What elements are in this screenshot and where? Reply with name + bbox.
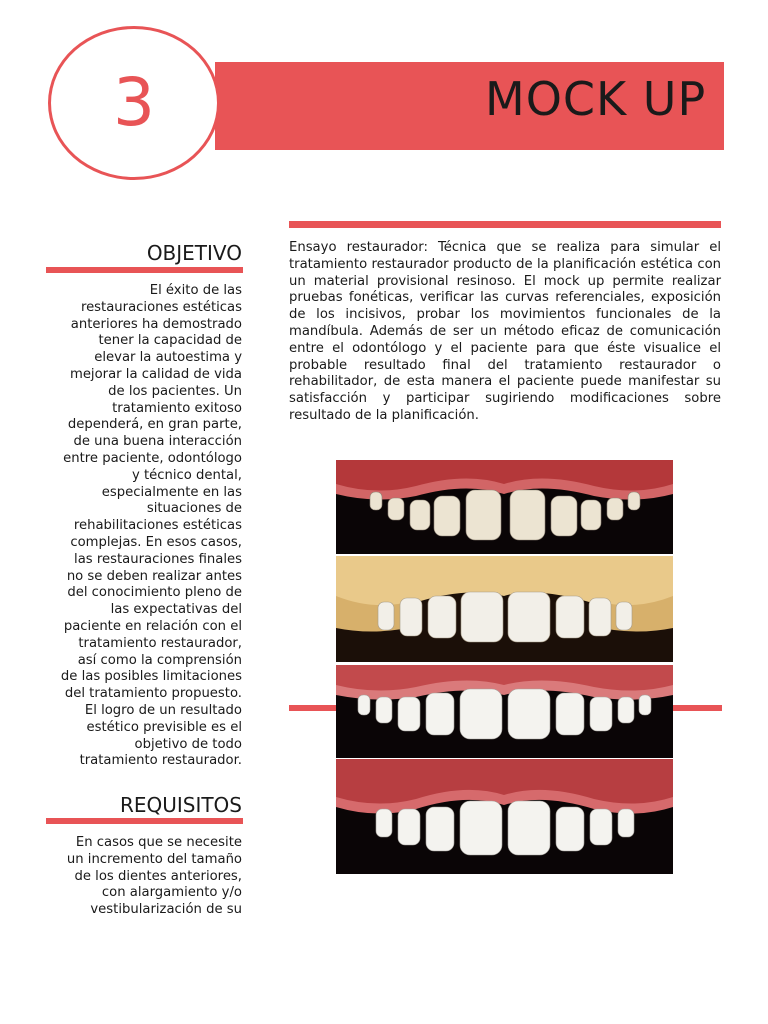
requisitos-text-line: de los dientes anteriores,: [74, 868, 242, 884]
requisitos-rule: [46, 818, 243, 824]
mid-rule-right: [672, 705, 722, 711]
title-banner: [215, 62, 724, 150]
objetivo-text-line: de las posibles limitaciones: [60, 669, 242, 685]
objetivo-text-line: restauraciones estéticas: [80, 299, 242, 315]
requisitos-text-line: un incremento del tamaño: [66, 851, 242, 867]
objetivo-text-line: y técnico dental,: [131, 467, 242, 483]
objetivo-text-line: de una buena interacción: [73, 434, 242, 450]
photo-before-treatment: [336, 460, 673, 554]
objetivo-text-line: tratamiento restaurador,: [78, 635, 242, 651]
photo-mockup-result: [336, 665, 673, 758]
objetivo-text-line: especialmente en las: [101, 484, 242, 500]
objetivo-text-line: no se deben realizar antes: [66, 568, 242, 584]
objetivo-text-line: El logro de un resultado: [84, 702, 242, 718]
objetivo-text-line: paciente en relación con el: [63, 618, 242, 634]
photo-wax-model: [336, 556, 673, 662]
objetivo-rule: [46, 267, 243, 273]
objetivo-text-line: estético previsible es el: [86, 719, 242, 735]
objetivo-text-line: las expectativas del: [110, 602, 242, 618]
intro-paragraph: Ensayo restaurador: Técnica que se realiza para simular el tratamiento restaurador producto de la planificación estética con un material provisional resinoso. El mock up permite realizar pruebas fonéticas, verificar las curvas referenciales, exposición de los incisivos, probar los movimientos funcionales de la mandíbula. Además de ser un método eficaz de comunicación entre el odontólogo y el paciente para que éste visualice el probable resultado final del tratamiento restaurador o rehabilitador, de esta manera el paciente puede manifestar su satisfacción y participar sugiriendo modificaciones sobre resultado de la planificación.: [289, 240, 721, 423]
intro-top-rule: [289, 221, 721, 228]
objetivo-text-line: rehabilitaciones estéticas: [73, 518, 242, 534]
objetivo-text-line: tratamiento restaurador.: [79, 753, 242, 769]
requisitos-heading: REQUISITOS: [119, 793, 242, 817]
objetivo-text-line: situaciones de: [146, 501, 242, 517]
objetivo-text-line: mejorar la calidad de vida: [69, 366, 242, 382]
objetivo-text-line: El éxito de las: [149, 283, 242, 298]
objetivo-text-line: dependerá, en gran parte,: [67, 417, 242, 433]
mid-rule-left: [289, 705, 337, 711]
objetivo-text-line: elevar la autoestima y: [94, 350, 242, 366]
objetivo-heading: OBJETIVO: [146, 241, 242, 265]
objetivo-text-line: de los pacientes. Un: [108, 383, 242, 399]
section-number: 3: [113, 64, 155, 141]
objetivo-text-line: anteriores ha demostrado: [70, 316, 242, 332]
requisitos-text-line: vestibularización de su: [90, 902, 242, 918]
requisitos-text-line: En casos que se necesite: [75, 835, 242, 850]
objetivo-text-line: complejas. En esos casos,: [70, 534, 242, 550]
section-number-circle: [48, 26, 220, 180]
objetivo-text-line: objetivo de todo: [134, 736, 242, 752]
objetivo-text-line: tener la capacidad de: [98, 333, 242, 349]
objetivo-text-line: del conocimiento pleno de: [67, 585, 242, 601]
objetivo-text-line: del tratamiento propuesto.: [64, 686, 242, 702]
photo-final-smile: [336, 759, 673, 874]
objetivo-text: [44, 283, 242, 770]
objetivo-text-line: así como la comprensión: [77, 652, 242, 668]
objetivo-text-line: las restauraciones finales: [74, 551, 242, 567]
objetivo-text-line: tratamiento exitoso: [112, 400, 242, 416]
page-title: MOCK UP: [485, 72, 707, 126]
requisitos-text-line: con alargamiento y/o: [101, 885, 242, 901]
objetivo-text-line: entre paciente, odontólogo: [63, 450, 242, 466]
requisitos-text: [44, 835, 242, 919]
